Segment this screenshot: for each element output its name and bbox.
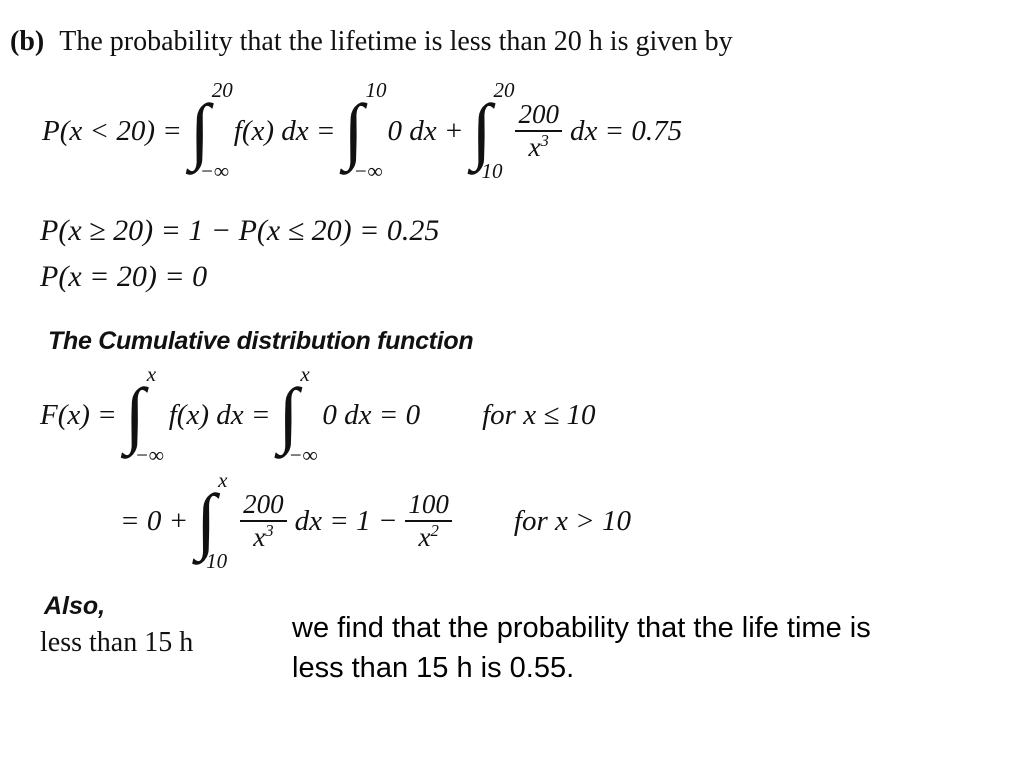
equation-p-eq-20: P(x = 20) = 0 — [40, 260, 208, 293]
integral-sign: ∫ x 10 — [196, 468, 228, 573]
integral-sign: ∫ 20 −∞ — [189, 78, 233, 183]
cdf2-condition: for x > 10 — [513, 504, 631, 537]
integral-upper: x — [146, 362, 157, 386]
integral-lower: −∞ — [134, 443, 164, 467]
integral-lower: −∞ — [199, 159, 229, 183]
eq1-int1-body: f(x) dx = — [233, 114, 336, 147]
conclusion-text — [292, 608, 871, 688]
integral-sign: ∫ x −∞ — [124, 362, 164, 467]
fraction-denominator: x — [253, 521, 266, 552]
integral-lower: 10 — [206, 549, 228, 573]
fraction — [515, 100, 562, 162]
also-label: Also, — [44, 592, 106, 620]
eq1-int2-body: 0 dx + — [387, 114, 464, 147]
cdf1-lhs: F(x) = — [40, 398, 117, 431]
cdf-equation-1 — [36, 362, 600, 467]
integral-lower: −∞ — [353, 159, 383, 183]
integral-upper: 10 — [365, 78, 387, 102]
cdf1-int2-body: 0 dx = 0 — [322, 398, 421, 431]
exponent: 3 — [540, 130, 549, 150]
cdf2-mid: dx = 1 − — [294, 504, 398, 537]
part-label: (b) — [10, 26, 45, 57]
eq1-lhs: P(x < 20) = — [42, 114, 182, 147]
part-b-intro — [10, 26, 733, 58]
integral-sign: ∫ 10 −∞ — [343, 78, 387, 183]
integral-upper: x — [300, 362, 310, 386]
cdf-equation-2 — [116, 468, 635, 573]
fraction — [405, 490, 452, 552]
cdf2-lead: = 0 + — [120, 504, 189, 537]
integral-lower: 10 — [481, 159, 503, 183]
fraction-numerator: 100 — [405, 490, 452, 522]
less-than-label: less than 15 h — [40, 627, 194, 658]
integral-upper: x — [218, 468, 228, 492]
fraction-numerator: 200 — [515, 100, 562, 132]
fraction-numerator: 200 — [240, 490, 287, 522]
fraction-denominator: x — [418, 521, 431, 552]
integral-upper: 20 — [211, 78, 233, 102]
integral-lower: −∞ — [288, 443, 318, 467]
eq1-result: dx = 0.75 — [569, 114, 683, 147]
fraction-denominator: x — [528, 131, 541, 162]
exponent: 2 — [430, 520, 439, 540]
equation-p-geq-20: P(x ≥ 20) = 1 − P(x ≤ 20) = 0.25 — [40, 214, 440, 247]
intro-text: The probability that the lifetime is less than 20 h is given by — [59, 26, 733, 57]
integral-sign: ∫ 20 10 — [471, 78, 515, 183]
conclusion-line-2: less than 15 h is 0.55. — [292, 652, 575, 684]
exponent: 3 — [265, 520, 274, 540]
integral-upper: 20 — [493, 78, 515, 102]
cdf-heading: The Cumulative distribution function — [48, 327, 474, 355]
equation-p-less-20 — [38, 78, 686, 183]
cdf1-condition: for x ≤ 10 — [482, 398, 596, 431]
fraction — [240, 490, 287, 552]
integral-sign: ∫ x −∞ — [278, 362, 318, 467]
conclusion-line-1: we find that the probability that the life time is — [292, 612, 871, 644]
cdf1-int1-body: f(x) dx = — [168, 398, 271, 431]
